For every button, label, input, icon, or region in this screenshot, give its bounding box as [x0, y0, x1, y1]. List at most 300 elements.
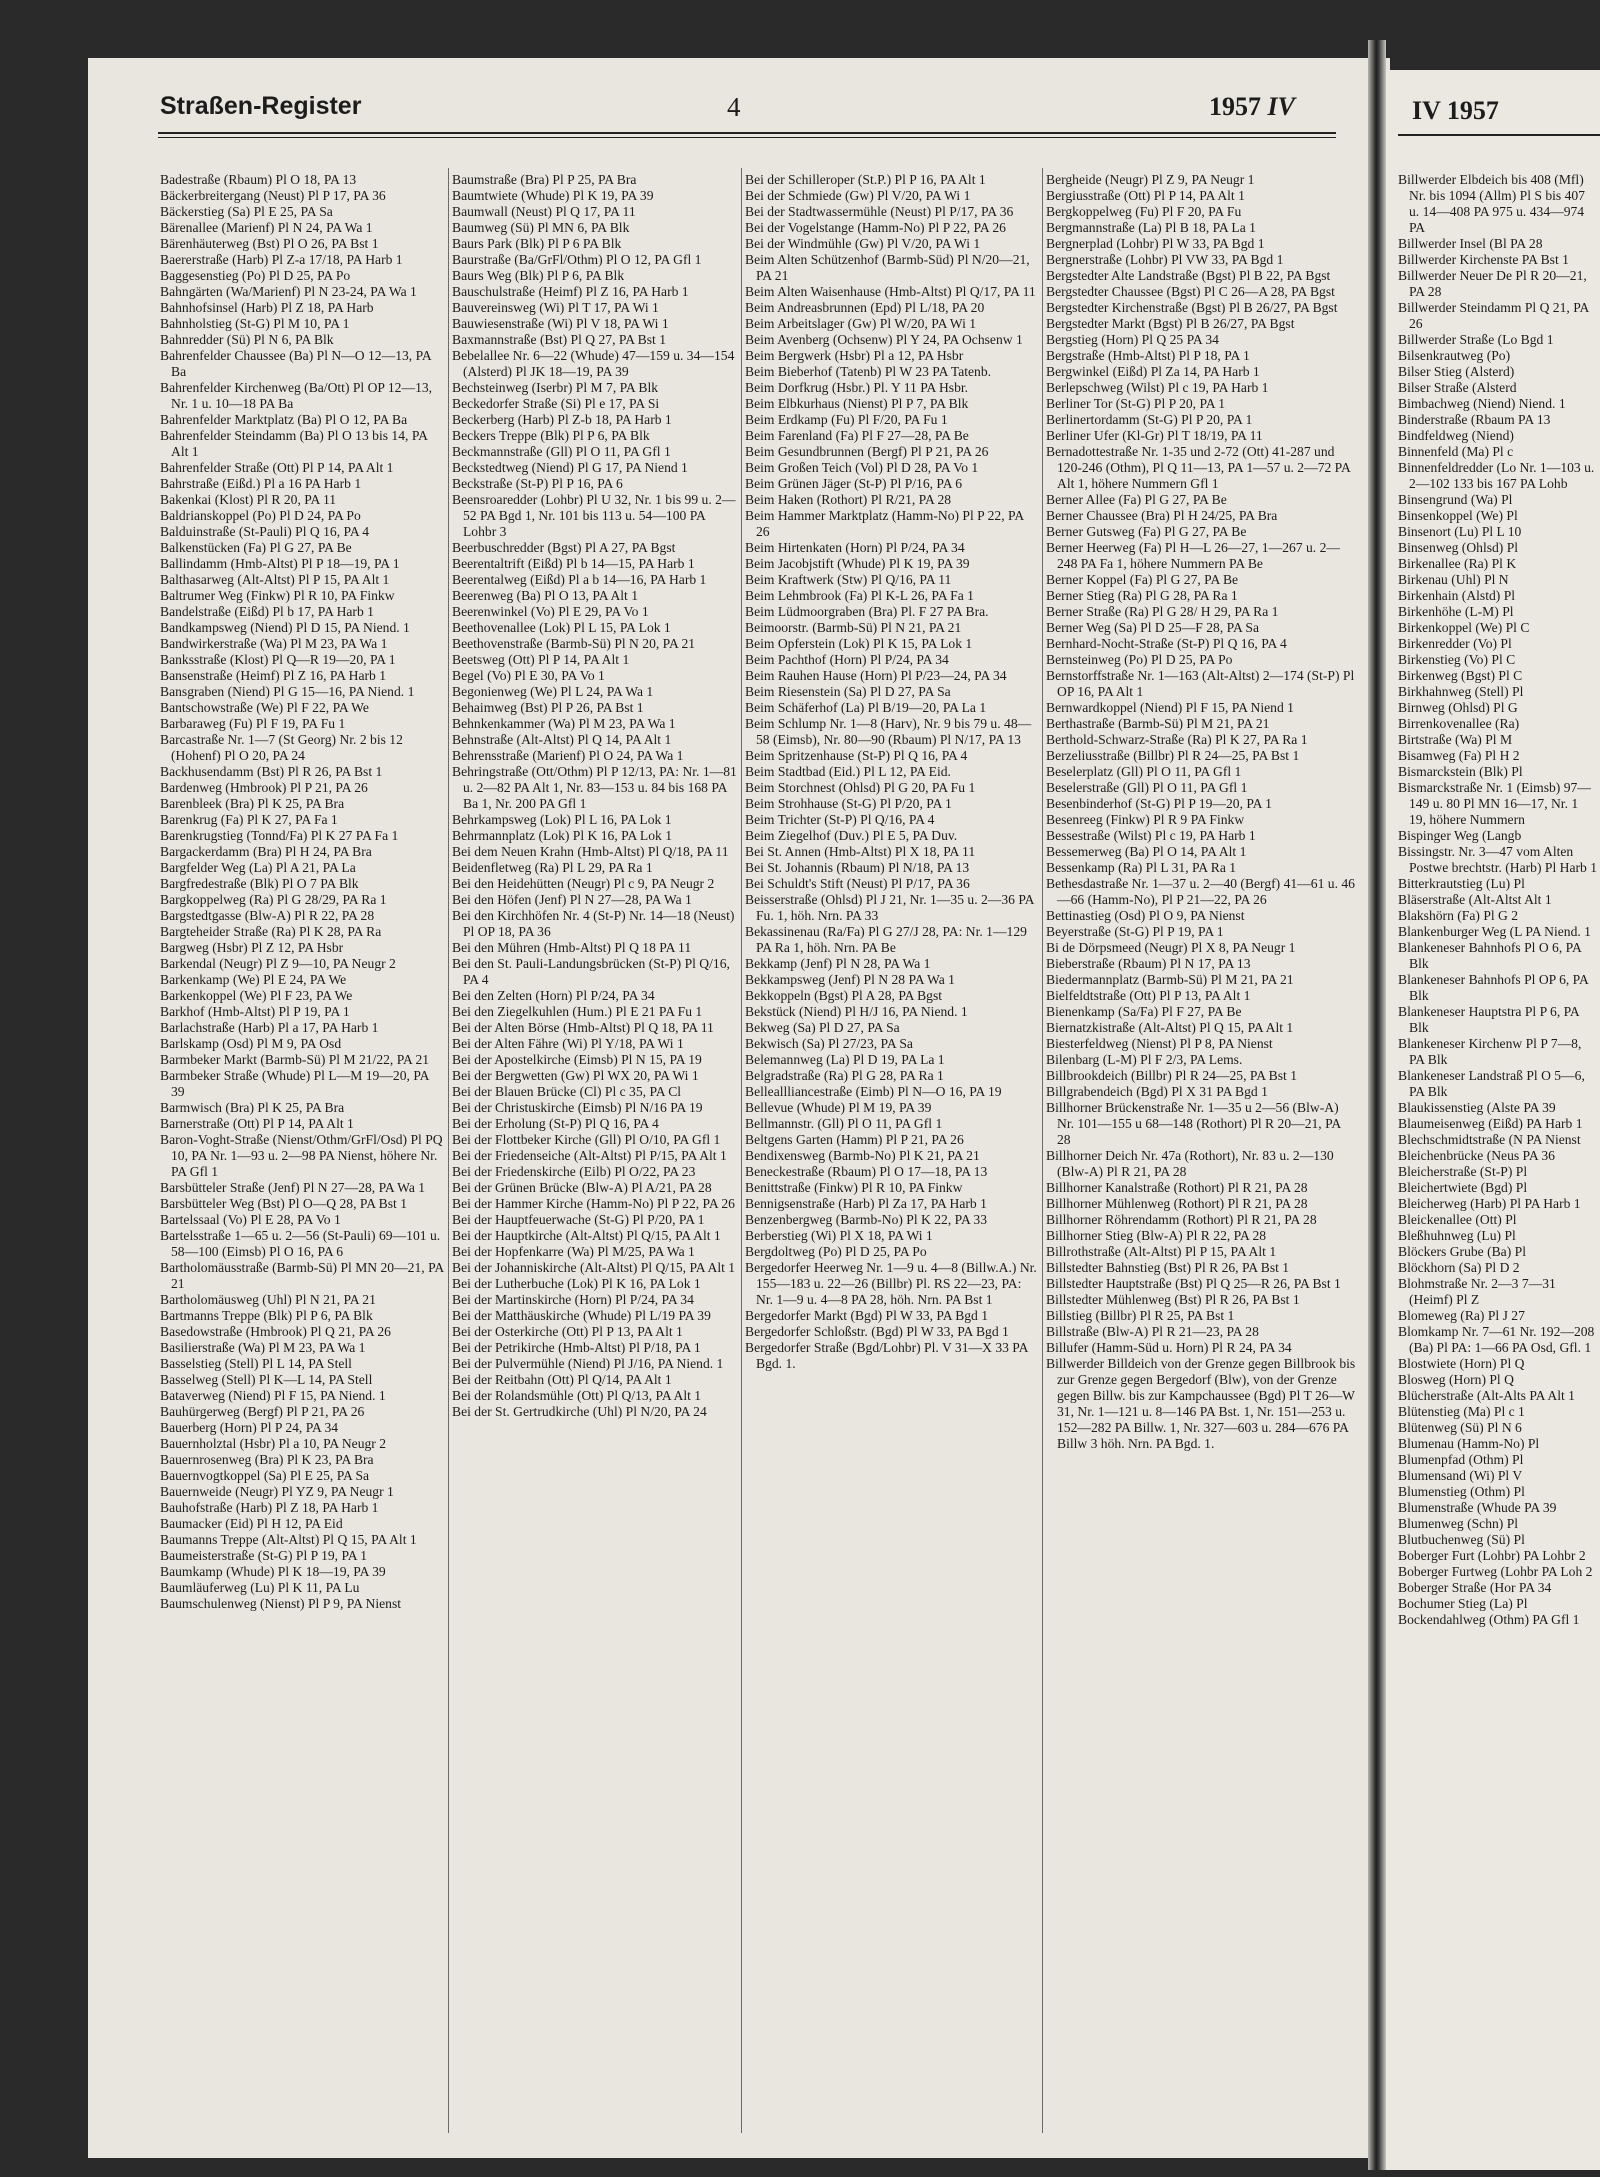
street-entry: Bargfelder Weg (La) Pl A 21, PA La: [160, 860, 356, 875]
street-entry: Beckerberg (Harb) Pl Z-b 18, PA Harb 1: [452, 412, 672, 427]
street-entry: Bauschulstraße (Heimf) Pl Z 16, PA Harb 1: [452, 284, 689, 299]
street-entry: Bimbachweg (Niend) Niend. 1: [1398, 396, 1566, 411]
street-entry: Bei den Heidehütten (Neugr) Pl c 9, PA Neugr 2: [452, 876, 715, 891]
street-entry: Bergedorfer Straße (Bgd/Lohbr) Pl. V 31—X 33 PA Bgd. 1.: [745, 1340, 1028, 1371]
street-entry: Birnweg (Ohlsd) Pl G: [1398, 700, 1518, 715]
street-entry: Basedowstraße (Hmbrook) Pl Q 21, PA 26: [160, 1324, 391, 1339]
street-entry: Baumacker (Eid) Pl H 12, PA Eid: [160, 1516, 343, 1531]
street-entry: Bei der Stadtwassermühle (Neust) Pl P/17, PA 36: [745, 204, 1014, 219]
street-entry: Beim Jacobjstift (Whude) Pl K 19, PA 39: [745, 556, 970, 571]
register-column-2: [452, 172, 739, 2132]
street-entry: Bei der Hammer Kirche (Hamm-No) Pl P 22, PA 26: [452, 1196, 735, 1211]
street-entry: Beckmannstraße (Gll) Pl O 11, PA Gfl 1: [452, 444, 671, 459]
street-entry: Binderstraße (Rbaum PA 13: [1398, 412, 1551, 427]
year-volume: [1209, 92, 1295, 122]
street-entry: Bei der Flottbeker Kirche (Gll) Pl O/10, PA Gfl 1: [452, 1132, 721, 1147]
street-entry: Bei der Apostelkirche (Eimsb) Pl N 15, PA 19: [452, 1052, 702, 1067]
street-entry: Barkhof (Hmb-Altst) Pl P 19, PA 1: [160, 1004, 350, 1019]
street-entry: Bleicherstraße (St-P) Pl: [1398, 1164, 1528, 1179]
street-entry: Besenreeg (Finkw) Pl R 9 PA Finkw: [1046, 812, 1245, 827]
street-entry: Beethovenallee (Lok) Pl L 15, PA Lok 1: [452, 620, 671, 635]
street-entry: Biedermannplatz (Barmb-Sü) Pl M 21, PA 21: [1046, 972, 1294, 987]
street-entry: Blankeneser Kirchenw Pl P 7—8, PA Blk: [1398, 1036, 1582, 1067]
street-entry: Bethesdastraße Nr. 1—37 u. 2—40 (Bergf) 41—61 u. 46—66 (Hamm-No), Pl P 21—22, PA 26: [1046, 876, 1355, 907]
street-entry: Bergiusstraße (Ott) Pl P 14, PA Alt 1: [1046, 188, 1245, 203]
street-entry: Boberger Furtweg (Lohbr PA Loh 2: [1398, 1564, 1593, 1579]
street-entry: Beim Avenberg (Ochsenw) Pl Y 24, PA Ochsenw 1: [745, 332, 1023, 347]
street-entry: Blomkamp Nr. 7—61 Nr. 192—208 (Ba) Pl PA: 1—66 PA Osd, Gfl. 1: [1398, 1324, 1595, 1355]
street-entry: Beim Erdkamp (Fu) Pl F/20, PA Fu 1: [745, 412, 948, 427]
street-entry: Baumstraße (Bra) Pl P 25, PA Bra: [452, 172, 637, 187]
street-entry: Ballindamm (Hmb-Altst) Pl P 18—19, PA 1: [160, 556, 400, 571]
street-entry: Birkenallee (Ra) Pl K: [1398, 556, 1517, 571]
street-entry: Biesterfeldweg (Nienst) Pl P 8, PA Nienst: [1046, 1036, 1273, 1051]
street-entry: Beselerstraße (Gll) Pl O 11, PA Gfl 1: [1046, 780, 1248, 795]
street-entry: Birkenkoppel (We) Pl C: [1398, 620, 1530, 635]
street-entry: Billhorner Kanalstraße (Rothort) Pl R 21, PA 28: [1046, 1180, 1308, 1195]
street-entry: Bochumer Stieg (La) Pl: [1398, 1596, 1528, 1611]
street-entry: Bilsenkrautweg (Po): [1398, 348, 1511, 363]
street-entry: Bekstück (Niend) Pl H/J 16, PA Niend. 1: [745, 1004, 968, 1019]
street-entry: Bellmannstr. (Gll) Pl O 11, PA Gfl 1: [745, 1116, 943, 1131]
street-entry: Basselstieg (Stell) Pl L 14, PA Stell: [160, 1356, 352, 1371]
street-entry: Beim Alten Waisenhause (Hmb-Altst) Pl Q/17, PA 11: [745, 284, 1036, 299]
street-entry: Bauernvogtkoppel (Sa) Pl E 25, PA Sa: [160, 1468, 370, 1483]
street-entry: Blütenweg (Sü) Pl N 6: [1398, 1420, 1522, 1435]
street-entry: Berner Heerweg (Fa) Pl H—L 26—27, 1—267 u. 2—248 PA Fa 1, höhere Nummern PA Be: [1046, 540, 1340, 571]
street-entry: Bergdoltweg (Po) Pl D 25, PA Po: [745, 1244, 927, 1259]
street-entry: Bissingstr. Nr. 3—47 vom Alten Postwe brechtstr. (Harb) Pl Harb 1: [1398, 844, 1598, 875]
street-entry: Bei St. Johannis (Rbaum) Pl N/18, PA 13: [745, 860, 970, 875]
street-entry: Baurstraße (Ba/GrFl/Othm) Pl O 12, PA Gfl 1: [452, 252, 702, 267]
street-entry: Beerenweg (Ba) Pl O 13, PA Alt 1: [452, 588, 639, 603]
street-entry: Beim Bergwerk (Hsbr) Pl a 12, PA Hsbr: [745, 348, 964, 363]
street-entry: Beckers Treppe (Blk) Pl P 6, PA Blk: [452, 428, 650, 443]
street-entry: Bei der Blauen Brücke (Cl) Pl c 35, PA Cl: [452, 1084, 682, 1099]
street-entry: Billhorner Stieg (Blw-A) Pl R 22, PA 28: [1046, 1228, 1267, 1243]
volume: IV: [1267, 92, 1295, 121]
street-entry: Barcastraße Nr. 1—7 (St Georg) Nr. 2 bis 12 (Hohenf) Pl O 20, PA 24: [160, 732, 403, 763]
street-entry: Bläserstraße (Alt-Altst Alt 1: [1398, 892, 1552, 907]
street-entry: Belgradstraße (Ra) Pl G 28, PA Ra 1: [745, 1068, 944, 1083]
street-entry: Bartelsstraße 1—65 u. 2—56 (St-Pauli) 69—101 u. 58—100 (Eimsb) Pl O 16, PA 6: [160, 1228, 441, 1259]
column-divider: [1042, 168, 1043, 2133]
street-entry: Bei der Friedenseiche (Alt-Altst) Pl P/15, PA Alt 1: [452, 1148, 727, 1163]
street-entry: Bauernrosenweg (Bra) Pl K 23, PA Bra: [160, 1452, 374, 1467]
street-entry: Beensroaredder (Lohbr) Pl U 32, Nr. 1 bis 99 u. 2—52 PA Bgd 1, Nr. 101 bis 113 u. 54—100 PA Lohbr 3: [452, 492, 736, 539]
street-entry: Bessemerweg (Ba) Pl O 14, PA Alt 1: [1046, 844, 1247, 859]
street-entry: Bilser Stieg (Alsterd): [1398, 364, 1515, 379]
street-entry: Behnkenkammer (Wa) Pl M 23, PA Wa 1: [452, 716, 676, 731]
street-entry: Berthold-Schwarz-Straße (Ra) Pl K 27, PA Ra 1: [1046, 732, 1308, 747]
register-column-3: [745, 172, 1040, 2132]
street-entry: Beim Stadtbad (Eid.) Pl L 12, PA Eid.: [745, 764, 951, 779]
street-entry: Beisserstraße (Ohlsd) Pl J 21, Nr. 1—35 u. 2—36 PA Fu. 1, höh. Nrn. PA 33: [745, 892, 1034, 923]
street-entry: Bessenkamp (Ra) Pl L 31, PA Ra 1: [1046, 860, 1237, 875]
street-entry: Bahrenfelder Marktplatz (Ba) Pl O 12, PA Ba: [160, 412, 408, 427]
street-entry: Blechschmidtstraße (N PA Nienst: [1398, 1132, 1581, 1147]
street-entry: Bansgraben (Niend) Pl G 15—16, PA Niend. 1: [160, 684, 415, 699]
register-column-5: [1398, 172, 1598, 2132]
street-entry: Binsenkoppel (We) Pl: [1398, 508, 1518, 523]
street-entry: Baumeisterstraße (St-G) Pl P 19, PA 1: [160, 1548, 368, 1563]
street-entry: Berner Weg (Sa) Pl D 25—F 28, PA Sa: [1046, 620, 1260, 635]
street-entry: Billwerder Billdeich von der Grenze gegen Billbrook bis zur Grenze gegen Bergedorf (Blw), von der Grenze gegen Billw. bis zur Kampchaussee (Bgd) Pl T 26—W 31, Nr. 1—121 u. 8—146 PA Bst. 1, Nr. 151—253 u. 152—282 PA Billw. 1, Nr. 327—603 u. 284—676 PA Billw 3 höh. Nrn. PA Bgd. 1.: [1046, 1356, 1356, 1451]
street-entry: Blankeneser Bahnhofs Pl O 6, PA Blk: [1398, 940, 1582, 971]
street-entry: Bekwisch (Sa) Pl 27/23, PA Sa: [745, 1036, 913, 1051]
street-entry: Beckstedtweg (Niend) Pl G 17, PA Niend 1: [452, 460, 688, 475]
street-entry: Behringstraße (Ott/Othm) Pl P 12/13, PA: Nr. 1—81 u. 2—82 PA Alt 1, Nr. 83—153 u. 84 bis 168 PA Ba 1, Nr. 200 PA Gfl 1: [452, 764, 737, 811]
street-entry: Binnenfeld (Ma) Pl c: [1398, 444, 1514, 459]
year: 1957: [1209, 92, 1261, 121]
street-entry: Binsenort (Lu) Pl L 10: [1398, 524, 1522, 539]
register-column-1: [160, 172, 445, 2132]
street-entry: Banksstraße (Klost) Pl Q—R 19—20, PA 1: [160, 652, 396, 667]
street-entry: Bartholomäusweg (Uhl) Pl N 21, PA 21: [160, 1292, 376, 1307]
street-entry: Bismarckstein (Blk) Pl: [1398, 764, 1523, 779]
street-entry: Barenkrug (Fa) Pl K 27, PA Fa 1: [160, 812, 338, 827]
street-entry: Baltrumer Weg (Finkw) Pl R 10, PA Finkw: [160, 588, 395, 603]
street-entry: Bergstieg (Horn) Pl Q 25 PA 34: [1046, 332, 1219, 347]
street-entry: Beim Großen Teich (Vol) Pl D 28, PA Vo 1: [745, 460, 979, 475]
street-entry: Behrensstraße (Marienf) Pl O 24, PA Wa 1: [452, 748, 684, 763]
street-entry: Bäckerstieg (Sa) Pl E 25, PA Sa: [160, 204, 333, 219]
street-entry: Barenbleek (Bra) Pl K 25, PA Bra: [160, 796, 345, 811]
street-entry: Bennigsenstraße (Harb) Pl Za 17, PA Harb 1: [745, 1196, 987, 1211]
right-page-header: IV 1957: [1412, 96, 1499, 125]
street-entry: Bienenkamp (Sa/Fa) Pl F 27, PA Be: [1046, 1004, 1242, 1019]
street-entry: Beckstraße (St-P) Pl P 16, PA 6: [452, 476, 623, 491]
street-entry: Beerenwinkel (Vo) Pl E 29, PA Vo 1: [452, 604, 649, 619]
street-entry: Berner Koppel (Fa) Pl G 27, PA Be: [1046, 572, 1239, 587]
street-entry: Bei der Lutherbuche (Lok) Pl K 16, PA Lok 1: [452, 1276, 701, 1291]
street-entry: Berlepschweg (Wilst) Pl c 19, PA Harb 1: [1046, 380, 1269, 395]
street-entry: Beselerplatz (Gll) Pl O 11, PA Gfl 1: [1046, 764, 1242, 779]
street-entry: Blütenstieg (Ma) Pl c 1: [1398, 1404, 1525, 1419]
street-entry: Blöckers Grube (Ba) Pl: [1398, 1244, 1526, 1259]
street-entry: Beim Grünen Jäger (St-P) Pl P/16, PA 6: [745, 476, 963, 491]
street-entry: Beim Andreasbrunnen (Epd) Pl L/18, PA 20: [745, 300, 985, 315]
street-entry: Bleickenallee (Ott) Pl: [1398, 1212, 1517, 1227]
street-entry: Bernwardkoppel (Niend) Pl F 15, PA Niend 1: [1046, 700, 1294, 715]
street-entry: Blumenstieg (Othm) Pl: [1398, 1484, 1525, 1499]
street-entry: Bahrenfelder Steindamm (Ba) Pl O 13 bis 14, PA Alt 1: [160, 428, 428, 459]
street-entry: Blumensand (Wi) Pl V: [1398, 1468, 1523, 1483]
street-entry: Blankeneser Landstraß Pl O 5—6, PA Blk: [1398, 1068, 1585, 1099]
street-entry: Bei der Osterkirche (Ott) Pl P 13, PA Alt 1: [452, 1324, 683, 1339]
street-entry: Begel (Vo) Pl E 30, PA Vo 1: [452, 668, 605, 683]
street-entry: Boberger Furt (Lohbr) PA Lohbr 2: [1398, 1548, 1586, 1563]
street-entry: Billstedter Bahnstieg (Bst) Pl R 26, PA Bst 1: [1046, 1260, 1290, 1275]
street-entry: Belleallliancestraße (Eimb) Pl N—O 16, PA 19: [745, 1084, 1002, 1099]
street-entry: Bleichenbrücke (Neus PA 36: [1398, 1148, 1555, 1163]
street-entry: Bekkoppeln (Bgst) Pl A 28, PA Bgst: [745, 988, 943, 1003]
street-entry: Basilierstraße (Wa) Pl M 23, PA Wa 1: [160, 1340, 366, 1355]
street-entry: Blaukissenstieg (Alste PA 39: [1398, 1100, 1556, 1115]
street-entry: Barmbeker Markt (Barmb-Sü) Pl M 21/22, PA 21: [160, 1052, 430, 1067]
street-entry: Baumanns Treppe (Alt-Altst) Pl Q 15, PA Alt 1: [160, 1532, 417, 1547]
street-entry: Bei der Alten Fähre (Wi) Pl Y/18, PA Wi 1: [452, 1036, 684, 1051]
street-entry: Bei der Erholung (St-P) Pl Q 16, PA 4: [452, 1116, 659, 1131]
street-entry: Baurs Park (Blk) Pl P 6 PA Blk: [452, 236, 622, 251]
street-entry: Bekkampsweg (Jenf) Pl N 28 PA Wa 1: [745, 972, 955, 987]
street-entry: Blumenstraße (Whude PA 39: [1398, 1500, 1557, 1515]
street-entry: Beim Hirtenkaten (Horn) Pl P/24, PA 34: [745, 540, 965, 555]
street-entry: Bahnredder (Sü) Pl N 6, PA Blk: [160, 332, 334, 347]
street-entry: Bergwinkel (Eißd) Pl Za 14, PA Harb 1: [1046, 364, 1260, 379]
street-entry: Biernatzkistraße (Alt-Altst) Pl Q 15, PA Alt 1: [1046, 1020, 1294, 1035]
street-entry: Baron-Voght-Straße (Nienst/Othm/GrFl/Osd) Pl PQ 10, PA Nr. 1—93 u. 2—98 PA Nienst, höhere Nr. PA Gfl 1: [160, 1132, 443, 1179]
street-entry: Billgrabendeich (Bgd) Pl X 31 PA Bgd 1: [1046, 1084, 1268, 1099]
street-entry: Beim Elbkurhaus (Nienst) Pl P 7, PA Blk: [745, 396, 969, 411]
street-entry: Beim Schlump Nr. 1—8 (Harv), Nr. 9 bis 79 u. 48—58 (Eimsb), Nr. 80—90 (Rbaum) Pl N/17, PA 13: [745, 716, 1032, 747]
street-entry: Bei den Mühren (Hmb-Altst) Pl Q 18 PA 11: [452, 940, 692, 955]
street-entry: Baumweg (Sü) Pl MN 6, PA Blk: [452, 220, 630, 235]
street-entry: Beim Bieberhof (Tatenb) Pl W 23 PA Tatenb.: [745, 364, 992, 379]
street-entry: Bergstraße (Hmb-Altst) Pl P 18, PA 1: [1046, 348, 1250, 363]
street-entry: Bekassinenau (Ra/Fa) Pl G 27/J 28, PA: Nr. 1—129 PA Ra 1, höh. Nrn. PA Be: [745, 924, 1027, 955]
header-rule: [158, 132, 1336, 134]
street-entry: Bekweg (Sa) Pl D 27, PA Sa: [745, 1020, 900, 1035]
street-entry: Bessestraße (Wilst) Pl c 19, PA Harb 1: [1046, 828, 1256, 843]
street-entry: Bergheide (Neugr) Pl Z 9, PA Neugr 1: [1046, 172, 1255, 187]
street-entry: Bergedorfer Heerweg Nr. 1—9 u. 4—8 (Billw.A.) Nr. 155—183 u. 22—26 (Billbr) Pl. RS 22—23, PA: Nr. 1—9 u. 4—8 PA 28, höh. Nrn. PA Bst 1: [745, 1260, 1037, 1307]
street-entry: Bei der Windmühle (Gw) Pl V/20, PA Wi 1: [745, 236, 981, 251]
street-entry: Bartelssaal (Vo) Pl E 28, PA Vo 1: [160, 1212, 341, 1227]
book-spine: [1368, 40, 1386, 2170]
street-entry: Bataverweg (Niend) Pl F 15, PA Niend. 1: [160, 1388, 386, 1403]
street-entry: Bei den Ziegelkuhlen (Hum.) Pl E 21 PA Fu 1: [452, 1004, 703, 1019]
street-entry: Bauernweide (Neugr) Pl YZ 9, PA Neugr 1: [160, 1484, 394, 1499]
street-entry: Billwerder Elbdeich bis 408 (Mfl) Nr. bis 1094 (Allm) Pl S bis 407 u. 14—408 PA 975 u. 434—974 PA: [1398, 172, 1585, 235]
street-entry: Berlinertordamm (St-G) Pl P 20, PA 1: [1046, 412, 1253, 427]
street-entry: Bei der Christuskirche (Eimsb) Pl N/16 PA 19: [452, 1100, 703, 1115]
street-entry: Billhorner Röhrendamm (Rothort) Pl R 21, PA 28: [1046, 1212, 1317, 1227]
street-entry: Basselweg (Stell) Pl K—L 14, PA Stell: [160, 1372, 373, 1387]
street-entry: Berner Chaussee (Bra) Pl H 24/25, PA Bra: [1046, 508, 1278, 523]
street-entry: Bargstedtgasse (Blw-A) Pl R 22, PA 28: [160, 908, 375, 923]
street-entry: Birkenredder (Vo) Pl: [1398, 636, 1512, 651]
street-entry: Beethovenstraße (Barmb-Sü) Pl N 20, PA 21: [452, 636, 696, 651]
street-entry: Bahrenfelder Kirchenweg (Ba/Ott) Pl OP 12—13, Nr. 1 u. 10—18 PA Ba: [160, 380, 433, 411]
street-entry: Beim Haken (Rothort) Pl R/21, PA 28: [745, 492, 952, 507]
street-entry: Blankenburger Weg (L PA Niend. 1: [1398, 924, 1591, 939]
street-entry: Behaimweg (Bst) Pl P 26, PA Bst 1: [452, 700, 644, 715]
street-entry: Bei der Matthäuskirche (Whude) Pl L/19 PA 39: [452, 1308, 711, 1323]
column-divider: [448, 168, 449, 2133]
street-entry: Balkenstücken (Fa) Pl G 27, PA Be: [160, 540, 352, 555]
street-entry: Bäckerbreitergang (Neust) Pl P 17, PA 36: [160, 188, 386, 203]
street-entry: Bei St. Annen (Hmb-Altst) Pl X 18, PA 11: [745, 844, 976, 859]
street-entry: Bergstedter Chaussee (Bgst) Pl C 26—A 28, PA Bgst: [1046, 284, 1335, 299]
street-entry: Baumwall (Neust) Pl Q 17, PA 11: [452, 204, 636, 219]
street-entry: Barsbütteler Weg (Bst) Pl O—Q 28, PA Bst 1: [160, 1196, 408, 1211]
street-entry: Berliner Tor (St-G) Pl P 20, PA 1: [1046, 396, 1226, 411]
street-entry: Bargweg (Hsbr) Pl Z 12, PA Hsbr: [160, 940, 344, 955]
street-entry: Billwerder Steindamm Pl Q 21, PA 26: [1398, 300, 1589, 331]
street-entry: Bispinger Weg (Langb: [1398, 828, 1522, 843]
street-entry: Birkhahnweg (Stell) Pl: [1398, 684, 1524, 699]
street-entry: Beckedorfer Straße (Si) Pl e 17, PA Si: [452, 396, 660, 411]
street-entry: Beim Alten Schützenhof (Barmb-Süd) Pl N/20—21, PA 21: [745, 252, 1030, 283]
street-entry: Bauwiesenstraße (Wi) Pl V 18, PA Wi 1: [452, 316, 669, 331]
street-entry: Bei den Kirchhöfen Nr. 4 (St-P) Nr. 14—18 (Neust) Pl OP 18, PA 36: [452, 908, 735, 939]
street-entry: Bleichertwiete (Bgd) Pl: [1398, 1180, 1528, 1195]
street-entry: Beim Ziegelhof (Duv.) Pl E 5, PA Duv.: [745, 828, 958, 843]
street-entry: Beim Spritzenhause (St-P) Pl Q 16, PA 4: [745, 748, 968, 763]
street-entry: Blohmstraße Nr. 2—3 7—31 (Heimf) Pl Z: [1398, 1276, 1556, 1307]
street-entry: Bisamweg (Fa) Pl H 2: [1398, 748, 1520, 763]
street-entry: Bielfeldtstraße (Ott) Pl P 13, PA Alt 1: [1046, 988, 1251, 1003]
street-entry: Bergnerplad (Lohbr) Pl W 33, PA Bgd 1: [1046, 236, 1265, 251]
street-entry: Bergedorfer Markt (Bgd) Pl W 33, PA Bgd 1: [745, 1308, 989, 1323]
street-entry: Barkenkoppel (We) Pl F 23, PA We: [160, 988, 353, 1003]
street-entry: Bilser Straße (Alsterd: [1398, 380, 1517, 395]
street-entry: Behrmannplatz (Lok) Pl K 16, PA Lok 1: [452, 828, 673, 843]
street-entry: Billufer (Hamm-Süd u. Horn) Pl R 24, PA 34: [1046, 1340, 1292, 1355]
street-entry: Bei der Rolandsmühle (Ott) Pl Q/13, PA Alt 1: [452, 1388, 702, 1403]
street-entry: Beim Riesenstein (Sa) Pl D 27, PA Sa: [745, 684, 951, 699]
street-entry: Beimoorstr. (Barmb-Sü) Pl N 21, PA 21: [745, 620, 962, 635]
street-entry: Bilenbarg (L-M) Pl F 2/3, PA Lems.: [1046, 1052, 1243, 1067]
street-entry: Bei der Hauptfeuerwache (St-G) Pl P/20, PA 1: [452, 1212, 705, 1227]
street-entry: Badestraße (Rbaum) Pl O 18, PA 13: [160, 172, 357, 187]
street-entry: Baggesenstieg (Po) Pl D 25, PA Po: [160, 268, 351, 283]
street-entry: Blakshörn (Fa) Pl G 2: [1398, 908, 1519, 923]
street-entry: Blomeweg (Ra) Pl J 27: [1398, 1308, 1525, 1323]
street-entry: Beerentaltrift (Eißd) Pl b 14—15, PA Harb 1: [452, 556, 695, 571]
street-entry: Barbaraweg (Fu) Pl F 19, PA Fu 1: [160, 716, 346, 731]
street-entry: Bei den St. Pauli-Landungsbrücken (St-P) Pl Q/16, PA 4: [452, 956, 730, 987]
street-entry: Bernadottestraße Nr. 1-35 und 2-72 (Ott) 41-287 und 120-246 (Othm), Pl Q 11—13, PA 1—57 u. 2—72 PA Alt 1, höhere Nummern Gfl 1: [1046, 444, 1351, 491]
street-entry: Bei der Pulvermühle (Niend) Pl J/16, PA Niend. 1: [452, 1356, 724, 1371]
register-column-4: [1046, 172, 1356, 2132]
street-entry: Baumläuferweg (Lu) Pl K 11, PA Lu: [160, 1580, 360, 1595]
street-entry: Bahrenfelder Straße (Ott) Pl P 14, PA Alt 1: [160, 460, 394, 475]
street-entry: Bei der Reitbahn (Ott) Pl Q/14, PA Alt 1: [452, 1372, 672, 1387]
street-entry: Bei den Zelten (Horn) Pl P/24, PA 34: [452, 988, 655, 1003]
street-entry: Bergnerstraße (Lohbr) Pl VW 33, PA Bgd 1: [1046, 252, 1284, 267]
street-entry: Bahnhofsinsel (Harb) Pl Z 18, PA Harb: [160, 300, 374, 315]
street-entry: Birkenstieg (Vo) Pl C: [1398, 652, 1516, 667]
street-entry: Bellevue (Whude) Pl M 19, PA 39: [745, 1100, 932, 1115]
street-entry: Billwerder Neuer De Pl R 20—21, PA 28: [1398, 268, 1587, 299]
street-entry: Beidenfletweg (Ra) Pl L 29, PA Ra 1: [452, 860, 653, 875]
street-entry: Behrkampsweg (Lok) Pl L 16, PA Lok 1: [452, 812, 672, 827]
street-entry: Billhorner Deich Nr. 47a (Rothort), Nr. 83 u. 2—130 (Blw-A) Pl R 21, PA 28: [1046, 1148, 1334, 1179]
street-entry: Bei der Vogelstange (Hamm-No) Pl P 22, PA 26: [745, 220, 1006, 235]
street-entry: Baumschulenweg (Nienst) Pl P 9, PA Nienst: [160, 1596, 402, 1611]
street-entry: Bergkoppelweg (Fu) Pl F 20, PA Fu: [1046, 204, 1242, 219]
street-entry: Barlachstraße (Harb) Pl a 17, PA Harb 1: [160, 1020, 379, 1035]
street-entry: Besenbinderhof (St-G) Pl P 19—20, PA 1: [1046, 796, 1272, 811]
street-entry: Billrothstraße (Alt-Altst) Pl P 15, PA Alt 1: [1046, 1244, 1277, 1259]
street-entry: Baxmannstraße (Bst) Pl Q 27, PA Bst 1: [452, 332, 666, 347]
street-entry: Bergstedter Alte Landstraße (Bgst) Pl B 22, PA Bgst: [1046, 268, 1331, 283]
street-entry: Bei der Hauptkirche (Alt-Altst) Pl Q/15, PA Alt 1: [452, 1228, 721, 1243]
street-entry: Berthastraße (Barmb-Sü) Pl M 21, PA 21: [1046, 716, 1270, 731]
street-entry: Blumenpfad (Othm) Pl: [1398, 1452, 1524, 1467]
street-entry: Bergstedter Markt (Bgst) Pl B 26/27, PA Bgst: [1046, 316, 1295, 331]
street-entry: Bei Schuldt's Stift (Neust) Pl P/17, PA 36: [745, 876, 970, 891]
street-entry: Beim Dorfkrug (Hsbr.) Pl. Y 11 PA Hsbr.: [745, 380, 969, 395]
street-entry: Bahnholstieg (St-G) Pl M 10, PA 1: [160, 316, 350, 331]
street-entry: Bahrstraße (Eißd.) Pl a 16 PA Harb 1: [160, 476, 362, 491]
street-entry: Bartholomäusstraße (Barmb-Sü) Pl MN 20—21, PA 21: [160, 1260, 444, 1291]
street-entry: Bockendahlweg (Othm) PA Gfl 1: [1398, 1612, 1580, 1627]
street-entry: Bettinastieg (Osd) Pl O 9, PA Nienst: [1046, 908, 1245, 923]
street-entry: Blücherstraße (Alt-Alts PA Alt 1: [1398, 1388, 1575, 1403]
street-entry: Beim Farenland (Fa) Pl F 27—28, PA Be: [745, 428, 969, 443]
street-entry: Bi de Dörpsmeed (Neugr) Pl X 8, PA Neugr 1: [1046, 940, 1296, 955]
street-entry: Bansenstraße (Heimf) Pl Z 16, PA Harb 1: [160, 668, 387, 683]
street-entry: Bauvereinsweg (Wi) Pl T 17, PA Wi 1: [452, 300, 659, 315]
street-entry: Beim Opferstein (Lok) Pl K 15, PA Lok 1: [745, 636, 973, 651]
street-entry: Beim Lüdmoorgraben (Bra) Pl. F 27 PA Bra.: [745, 604, 989, 619]
street-entry: Binnenfeldredder (Lo Nr. 1—103 u. 2—102 133 bis 167 PA Lohb: [1398, 460, 1595, 491]
street-entry: Bärenhäuterweg (Bst) Pl O 26, PA Bst 1: [160, 236, 379, 251]
street-entry: Bandelstraße (Eißd) Pl b 17, PA Harb 1: [160, 604, 374, 619]
street-entry: Billstieg (Billbr) Pl R 25, PA Bst 1: [1046, 1308, 1235, 1323]
street-entry: Bei der Grünen Brücke (Blw-A) Pl A/21, PA 28: [452, 1180, 712, 1195]
street-entry: Barnerstraße (Ott) Pl P 14, PA Alt 1: [160, 1116, 354, 1131]
street-entry: Binsenweg (Ohlsd) Pl: [1398, 540, 1519, 555]
street-entry: Bauhürgerweg (Bergf) Pl P 21, PA 26: [160, 1404, 365, 1419]
street-entry: Beim Arbeitslager (Gw) Pl W/20, PA Wi 1: [745, 316, 977, 331]
street-entry: Beim Hammer Marktplatz (Hamm-No) Pl P 22, PA 26: [745, 508, 1024, 539]
street-entry: Bei dem Neuen Krahn (Hmb-Altst) Pl Q/18, PA 11: [452, 844, 729, 859]
street-entry: Behnstraße (Alt-Altst) Pl Q 14, PA Alt 1: [452, 732, 672, 747]
street-entry: Bauerberg (Horn) Pl P 24, PA 34: [160, 1420, 339, 1435]
street-entry: Bei der Friedenskirche (Eilb) Pl O/22, PA 23: [452, 1164, 696, 1179]
street-entry: Barkendal (Neugr) Pl Z 9—10, PA Neugr 2: [160, 956, 396, 971]
street-entry: Billwerder Insel (Bl PA 28: [1398, 236, 1543, 251]
street-entry: Bei der Bergwetten (Gw) Pl WX 20, PA Wi 1: [452, 1068, 699, 1083]
street-entry: Bismarckstraße Nr. 1 (Eimsb) 97—149 u. 80 Pl MN 16—17, Nr. 1 19, höhere Nummern: [1398, 780, 1591, 827]
street-entry: Baldrianskoppel (Po) Pl D 24, PA Po: [160, 508, 361, 523]
street-entry: Bei den Höfen (Jenf) Pl N 27—28, PA Wa 1: [452, 892, 692, 907]
page-number: 4: [727, 92, 741, 122]
street-entry: Bartmanns Treppe (Blk) Pl P 6, PA Blk: [160, 1308, 373, 1323]
street-entry: Barmwisch (Bra) Pl K 25, PA Bra: [160, 1100, 345, 1115]
street-entry: Bei der Hopfenkarre (Wa) Pl M/25, PA Wa 1: [452, 1244, 695, 1259]
header-rule-right: [1398, 134, 1600, 136]
street-entry: Billstedter Mühlenweg (Bst) Pl R 26, PA Bst 1: [1046, 1292, 1300, 1307]
street-entry: Benittstraße (Finkw) Pl R 10, PA Finkw: [745, 1180, 963, 1195]
street-entry: Bernsteinweg (Po) Pl D 25, PA Po: [1046, 652, 1233, 667]
street-entry: Bergedorfer Schloßstr. (Bgd) Pl W 33, PA Bgd 1: [745, 1324, 1009, 1339]
street-entry: Bernstorffstraße Nr. 1—163 (Alt-Altst) 2—174 (St-P) Pl OP 16, PA Alt 1: [1046, 668, 1355, 699]
street-entry: Beim Kraftwerk (Stw) Pl Q/16, PA 11: [745, 572, 952, 587]
street-entry: Birrenkovenallee (Ra): [1398, 716, 1520, 731]
street-entry: Bakenkai (Klost) Pl R 20, PA 11: [160, 492, 337, 507]
street-entry: Bei der Schmiede (Gw) Pl V/20, PA Wi 1: [745, 188, 971, 203]
street-entry: Bargackerdamm (Bra) Pl H 24, PA Bra: [160, 844, 372, 859]
street-entry: Berner Allee (Fa) Pl G 27, PA Be: [1046, 492, 1227, 507]
street-entry: Bahngärten (Wa/Marienf) Pl N 23-24, PA Wa 1: [160, 284, 417, 299]
street-entry: Bergstedter Kirchenstraße (Bgst) Pl B 26/27, PA Bgst: [1046, 300, 1338, 315]
street-entry: Bei der Johanniskirche (Alt-Altst) Pl Q/15, PA Alt 1: [452, 1260, 736, 1275]
street-entry: Beerentalweg (Eißd) Pl a b 14—16, PA Harb 1: [452, 572, 707, 587]
street-entry: Beim Pachthof (Horn) Pl P/24, PA 34: [745, 652, 949, 667]
street-entry: Bei der St. Gertrudkirche (Uhl) Pl N/20, PA 24: [452, 1404, 707, 1419]
street-entry: Beim Rauhen Hause (Horn) Pl P/23—24, PA 34: [745, 668, 1007, 683]
street-entry: Bahrenfelder Chaussee (Ba) Pl N—O 12—13, PA Ba: [160, 348, 431, 379]
street-entry: Beim Lehmbrook (Fa) Pl K-L 26, PA Fa 1: [745, 588, 974, 603]
street-entry: Bindfeldweg (Niend): [1398, 428, 1514, 443]
street-entry: Bardenweg (Hmbrook) Pl P 21, PA 26: [160, 780, 368, 795]
street-entry: Baumkamp (Whude) Pl K 18—19, PA 39: [160, 1564, 386, 1579]
